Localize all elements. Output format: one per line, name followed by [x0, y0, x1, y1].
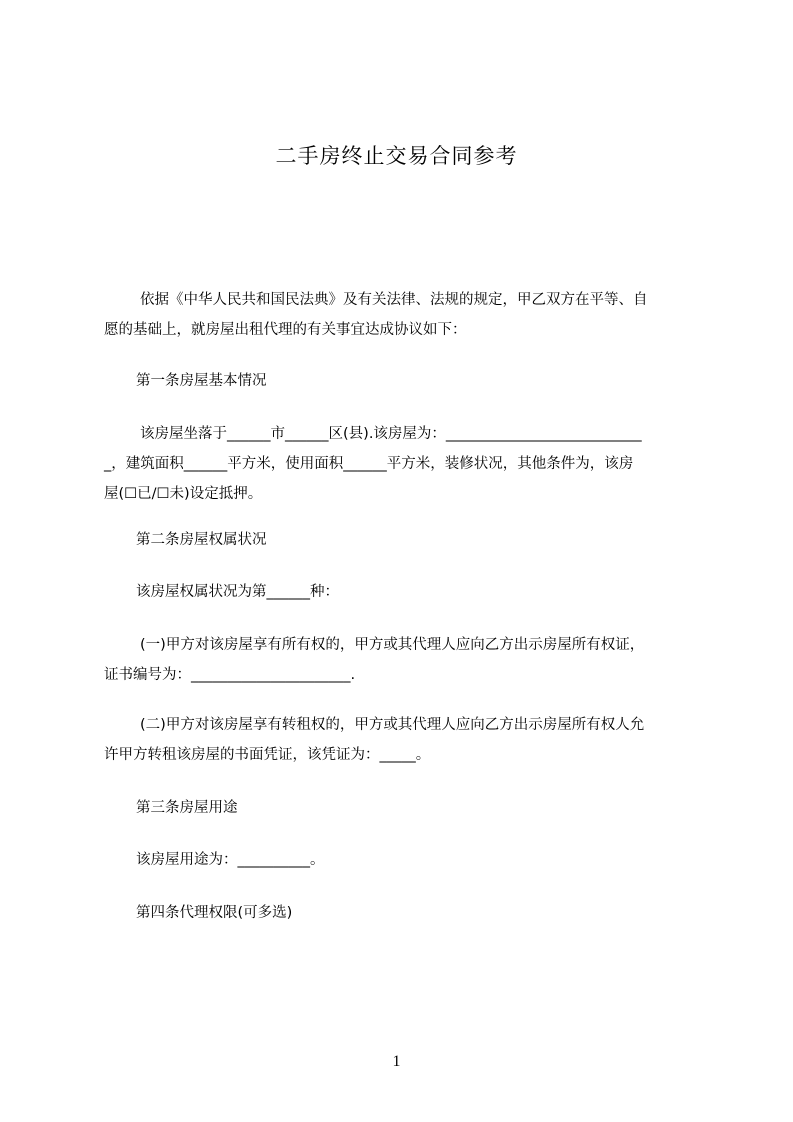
- section-2-item-2-line-1: (二)甲方对该房屋享有转租权的，甲方或其代理人应向乙方出示房屋所有权人允: [140, 717, 645, 733]
- section-2-item-2-line-2: 许甲方转租该房屋的书面凭证，该凭证为：_____。: [104, 747, 431, 763]
- section-2-item-1-line-1: (一)甲方对该房屋享有所有权的，甲方或其代理人应向乙方出示房屋所有权证，: [140, 637, 645, 653]
- section-1-heading: 第一条房屋基本情况: [136, 373, 267, 389]
- section-1-line-1: 该房屋坐落于______市______区(县).该房屋为：___________________________: [140, 426, 642, 442]
- section-2-item-2: [104, 710, 704, 770]
- section-1-paragraph: [104, 419, 704, 509]
- section-2-item-1-line-2: 证书编号为：______________________.: [104, 667, 356, 683]
- document-title: 二手房终止交易合同参考: [275, 144, 518, 168]
- intro-line-2: 愿的基础上，就房屋出租代理的有关事宜达成协议如下：: [104, 322, 467, 338]
- intro-paragraph: [104, 285, 704, 345]
- section-3-heading: 第三条房屋用途: [136, 800, 238, 816]
- section-1-line-2: _，建筑面积______平方米，使用面积______平方米，装修状况，其他条件为，该房: [104, 456, 634, 472]
- section-2-item-1: [104, 630, 704, 690]
- page-number: 1: [392, 1053, 401, 1070]
- section-2-statement: 该房屋权属状况为第______种：: [136, 584, 339, 600]
- section-3-statement: 该房屋用途为：__________。: [136, 852, 325, 868]
- section-1-line-3: 屋(☐已/☐未)设定抵押。: [104, 486, 263, 502]
- section-2-heading: 第二条房屋权属状况: [136, 532, 267, 548]
- section-4-heading: 第四条代理权限(可多选): [136, 905, 293, 921]
- intro-line-1: 依据《中华人民共和国民法典》及有关法律、法规的规定，甲乙双方在平等、自: [140, 292, 648, 308]
